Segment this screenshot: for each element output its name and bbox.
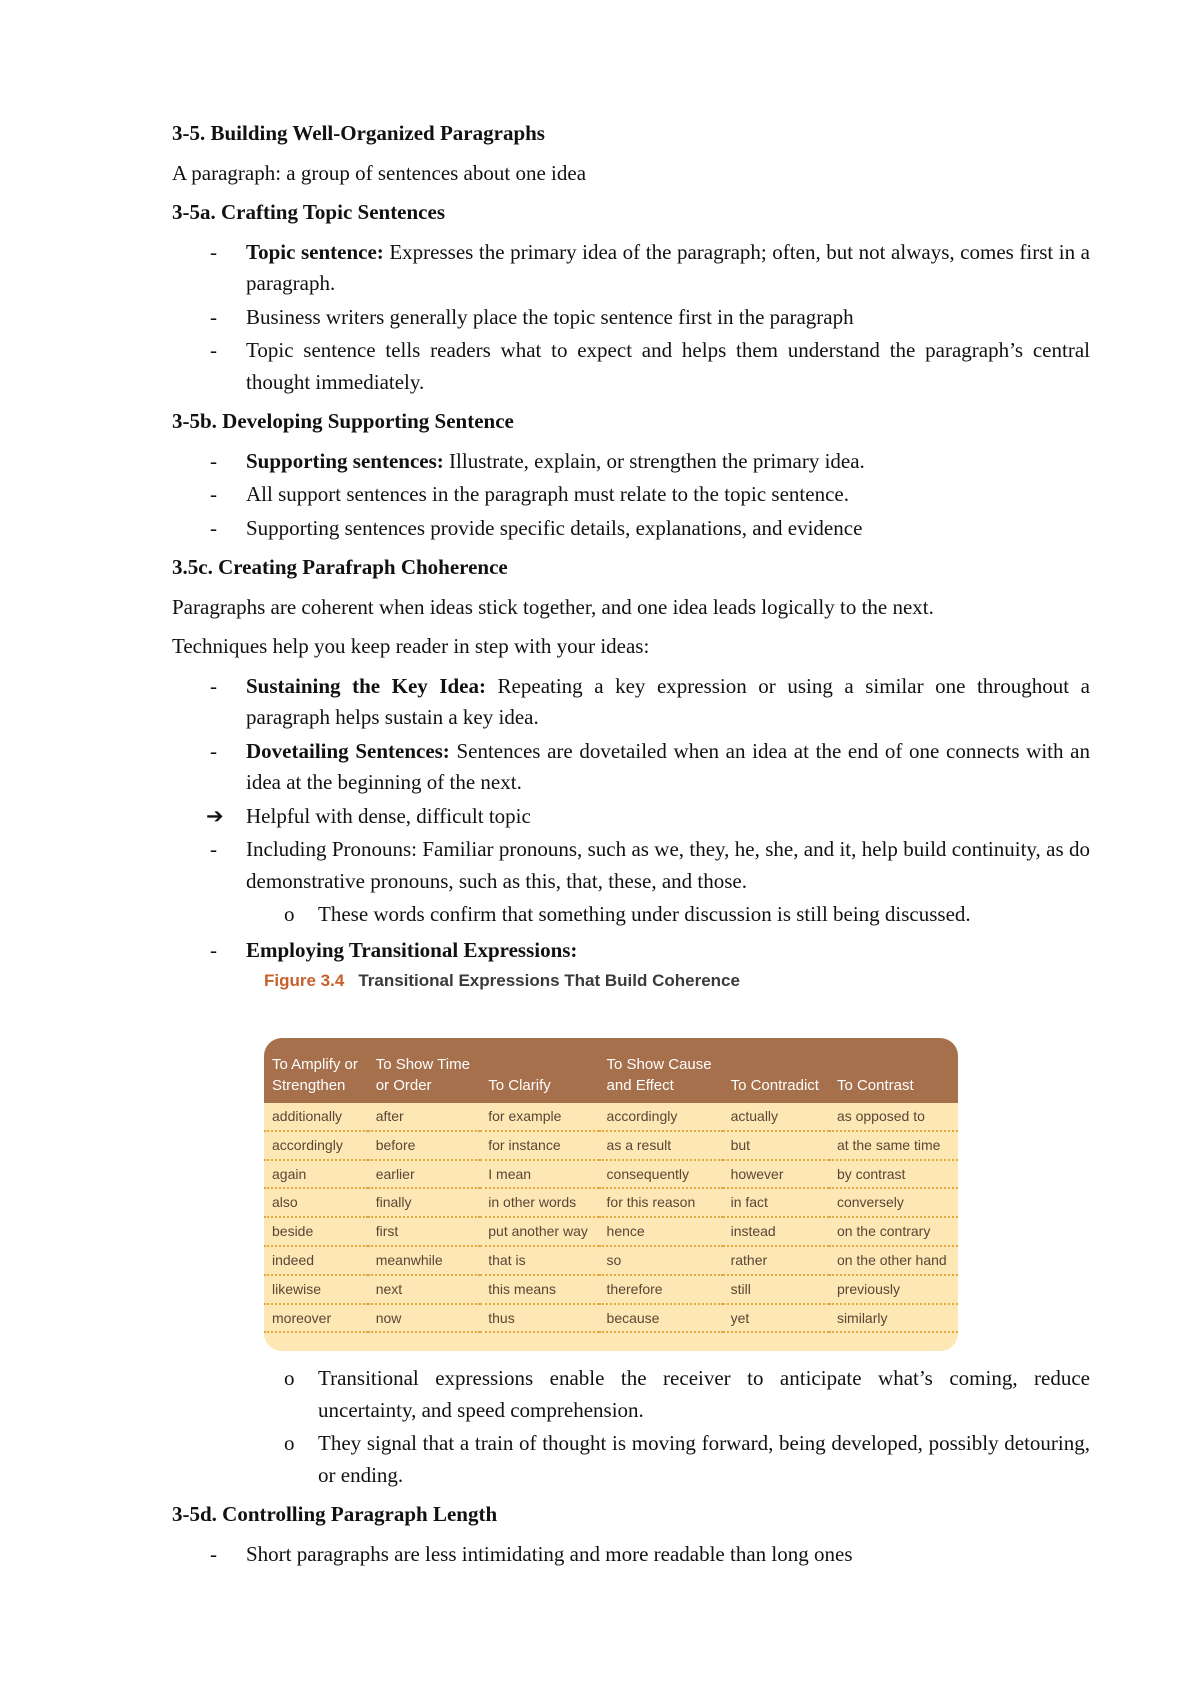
table-cell: by contrast	[829, 1160, 958, 1189]
transitional-expressions-table	[264, 1038, 958, 1334]
sub-list-item	[172, 899, 1090, 931]
table-cell: for example	[480, 1103, 598, 1131]
figure-number: Figure 3.4	[264, 971, 345, 990]
coherence-list	[172, 671, 1090, 898]
item-text: Business writers generally place the topic sentence first in the paragraph	[246, 304, 854, 329]
length-list	[172, 1539, 1090, 1571]
figure-title: Transitional Expressions That Build Coherence	[358, 971, 740, 990]
item-text: Expresses the primary idea of the paragraph; often, but not always, comes first in a paragraph.	[246, 239, 1090, 295]
item-text: Including Pronouns: Familiar pronouns, such as we, they, he, she, and it, help build continuity, as do demonstrative pronouns, such as this, that, these, and those.	[246, 837, 1090, 893]
dash-bullet: -	[210, 338, 217, 362]
item-text: Supporting sentences provide specific details, explanations, and evidence	[246, 515, 863, 540]
table-cell: moreover	[264, 1304, 368, 1333]
table-cell: because	[599, 1304, 723, 1333]
table-cell: however	[723, 1160, 829, 1189]
table-cell: instead	[723, 1217, 829, 1246]
table-cell: conversely	[829, 1188, 958, 1217]
table-cell: similarly	[829, 1304, 958, 1333]
column-header: To Contrast	[829, 1038, 958, 1104]
list-item	[172, 935, 1090, 967]
table-cell: at the same time	[829, 1131, 958, 1160]
table-cell: first	[368, 1217, 481, 1246]
column-header: To Clarify	[480, 1038, 598, 1104]
table-cell: accordingly	[599, 1103, 723, 1131]
circle-bullet: o	[284, 1431, 295, 1456]
supporting-heading: 3-5b. Developing Supporting Sentence	[172, 409, 514, 433]
item-text: They signal that a train of thought is moving forward, being developed, possibly detouring, or ending.	[318, 1431, 1090, 1487]
term-label: Topic sentence:	[246, 239, 384, 264]
coherence-heading: 3.5c. Creating Parafraph Choherence	[172, 555, 508, 579]
document-page	[172, 118, 1090, 1578]
table-body	[264, 1103, 958, 1332]
topic-list	[172, 237, 1090, 399]
list-item	[172, 479, 1090, 511]
table-cell: previously	[829, 1275, 958, 1304]
dash-bullet: -	[210, 515, 217, 540]
table-cell: consequently	[599, 1160, 723, 1189]
dash-bullet: -	[210, 673, 217, 698]
table-cell: actually	[723, 1103, 829, 1131]
sub-list-item	[172, 1428, 1090, 1491]
dash-bullet: -	[210, 239, 217, 264]
figure-bottom	[264, 1333, 958, 1351]
figure-notes-list	[172, 1363, 1090, 1491]
circle-bullet: o	[284, 1366, 295, 1391]
table-cell: thus	[480, 1304, 598, 1333]
table-cell: in fact	[723, 1188, 829, 1217]
list-item	[172, 801, 1090, 833]
item-text: Short paragraphs are less intimidating and more readable than long ones	[246, 1541, 853, 1566]
coherence-paragraph: Paragraphs are coherent when ideas stick together, and one idea leads logically to the next.	[172, 594, 934, 619]
table-cell: still	[723, 1275, 829, 1304]
table-cell: as a result	[599, 1131, 723, 1160]
table-cell: rather	[723, 1246, 829, 1275]
arrow-icon: ➔	[206, 803, 224, 828]
techniques-paragraph: Techniques help you keep reader in step with your ideas:	[172, 634, 650, 658]
table-cell: but	[723, 1131, 829, 1160]
item-text: Transitional expressions enable the receiver to anticipate what’s coming, reduce uncertainty, and speed comprehension.	[318, 1366, 1090, 1422]
dash-bullet: -	[210, 1541, 217, 1566]
table-cell: on the contrary	[829, 1217, 958, 1246]
intro-text: A paragraph: a group of sentences about one idea	[172, 160, 587, 185]
table-cell: additionally	[264, 1103, 368, 1131]
table-cell: yet	[723, 1304, 829, 1333]
dash-bullet: -	[210, 837, 217, 861]
dash-bullet: -	[210, 482, 217, 506]
table-cell: before	[368, 1131, 481, 1160]
dash-bullet: -	[210, 304, 217, 329]
table-cell: next	[368, 1275, 481, 1304]
table-cell: put another way	[480, 1217, 598, 1246]
item-text: These words confirm that something under discussion is still being discussed.	[318, 902, 971, 926]
transitional-list	[172, 935, 1090, 967]
main-heading: 3-5. Building Well-Organized Paragraphs	[172, 121, 545, 145]
table-cell: so	[599, 1246, 723, 1275]
item-text: Sentences are dovetailed when an idea at the end of one connects with an idea at the beginning of the next.	[246, 738, 1090, 794]
table-cell: likewise	[264, 1275, 368, 1304]
list-item	[172, 335, 1090, 398]
transitional-expressions-figure	[264, 1038, 958, 1352]
column-header: To Show Time or Order	[368, 1038, 481, 1104]
table-cell: after	[368, 1103, 481, 1131]
list-item	[172, 237, 1090, 300]
table-row	[264, 1188, 958, 1217]
table-row	[264, 1246, 958, 1275]
table-cell: finally	[368, 1188, 481, 1217]
circle-bullet: o	[284, 902, 295, 926]
term-label: Supporting sentences:	[246, 448, 444, 473]
item-text: Helpful with dense, difficult topic	[246, 803, 531, 828]
table-row	[264, 1275, 958, 1304]
list-item	[172, 834, 1090, 897]
list-item	[172, 671, 1090, 734]
table-cell: beside	[264, 1217, 368, 1246]
term-label: Employing Transitional Expressions:	[246, 937, 578, 962]
table-cell: now	[368, 1304, 481, 1333]
item-text: Illustrate, explain, or strengthen the primary idea.	[443, 448, 865, 473]
item-text: All support sentences in the paragraph must relate to the topic sentence.	[246, 482, 849, 506]
dash-bullet: -	[210, 448, 217, 473]
topic-heading: 3-5a. Crafting Topic Sentences	[172, 200, 445, 224]
table-cell: again	[264, 1160, 368, 1189]
table-row	[264, 1131, 958, 1160]
column-header: To Show Cause and Effect	[599, 1038, 723, 1104]
table-cell: therefore	[599, 1275, 723, 1304]
list-item	[172, 1539, 1090, 1571]
list-item	[172, 446, 1090, 478]
table-cell: this means	[480, 1275, 598, 1304]
list-item	[172, 302, 1090, 334]
list-item	[172, 736, 1090, 799]
item-text: Topic sentence tells readers what to expect and helps them understand the paragraph’s central thought immediately.	[246, 338, 1090, 394]
table-cell: that is	[480, 1246, 598, 1275]
sub-list-item	[172, 1363, 1090, 1426]
table-cell: I mean	[480, 1160, 598, 1189]
dash-bullet: -	[210, 937, 217, 962]
table-header-row	[264, 1038, 958, 1104]
column-header: To Contradict	[723, 1038, 829, 1104]
table-row	[264, 1217, 958, 1246]
table-cell: indeed	[264, 1246, 368, 1275]
dash-bullet: -	[210, 738, 217, 763]
table-cell: for this reason	[599, 1188, 723, 1217]
list-item	[172, 513, 1090, 545]
table-cell: as opposed to	[829, 1103, 958, 1131]
table-cell: hence	[599, 1217, 723, 1246]
term-label: Dovetailing Sentences:	[246, 738, 450, 763]
table-row	[264, 1304, 958, 1333]
supporting-list	[172, 446, 1090, 545]
table-cell: also	[264, 1188, 368, 1217]
table-cell: in other words	[480, 1188, 598, 1217]
pronoun-sublist	[172, 899, 1090, 931]
length-heading: 3-5d. Controlling Paragraph Length	[172, 1502, 498, 1527]
table-cell: accordingly	[264, 1131, 368, 1160]
table-cell: for instance	[480, 1131, 598, 1160]
figure-caption	[264, 968, 1090, 994]
term-label: Sustaining the Key Idea:	[246, 673, 486, 698]
item-text: Repeating a key expression or using a similar one throughout a paragraph helps sustain a key idea.	[246, 673, 1090, 729]
table-cell: on the other hand	[829, 1246, 958, 1275]
table-cell: earlier	[368, 1160, 481, 1189]
column-header: To Amplify or Strengthen	[264, 1038, 368, 1104]
table-row	[264, 1103, 958, 1131]
table-cell: meanwhile	[368, 1246, 481, 1275]
table-row	[264, 1160, 958, 1189]
